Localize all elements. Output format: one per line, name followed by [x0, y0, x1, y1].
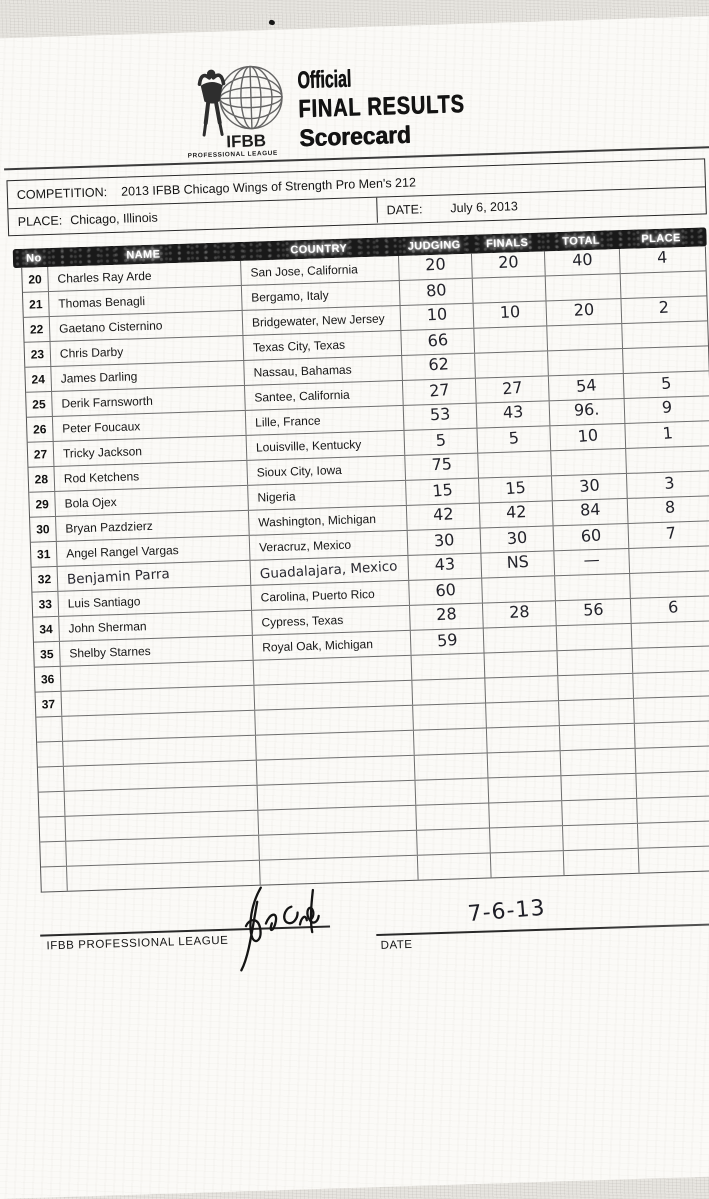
place-cell	[636, 771, 709, 798]
finals-score: 27	[501, 377, 524, 399]
place-cell	[629, 546, 709, 573]
judging-score: 27	[428, 379, 451, 401]
competitor-country-cell	[242, 281, 401, 310]
total-score-cell	[555, 574, 631, 600]
place-cell	[629, 521, 709, 548]
competitor-country: Bergamo, Italy	[251, 288, 329, 305]
header-col-no: No	[25, 251, 42, 265]
competitor-country-cell	[253, 631, 412, 660]
place-cell	[636, 746, 709, 773]
doc-title-line-1: Official	[297, 65, 352, 95]
header-col-finals: FINALS	[485, 236, 529, 250]
competitor-country-cell	[244, 356, 403, 385]
finals-score-cell	[485, 651, 559, 677]
place-cell	[635, 721, 709, 748]
total-score-cell	[547, 324, 623, 350]
place-label: PLACE:	[17, 213, 63, 229]
competitor-country: Santee, California	[254, 387, 350, 405]
finals-score: 43	[502, 402, 524, 422]
competitor-country: Sioux City, Iowa	[256, 462, 343, 480]
competition-value: 2013 IFBB Chicago Wings of Strength Pro Men's 212	[120, 174, 417, 199]
row-number	[39, 817, 66, 842]
header-col-total: TOTAL	[562, 234, 601, 248]
total-score: —	[583, 549, 601, 570]
competitor-name: Thomas Benagli	[58, 294, 146, 311]
row-number	[41, 867, 68, 892]
total-score: 10	[576, 425, 599, 446]
competitor-country-cell	[257, 756, 416, 785]
finals-score: 42	[505, 501, 527, 522]
place-cell	[633, 671, 709, 698]
doc-title-line-3: Scorecard	[298, 121, 412, 153]
competition-label: COMPETITION:	[16, 184, 108, 202]
place-value: Chicago, Illinois	[69, 210, 158, 227]
total-score-cell	[546, 274, 622, 300]
logo-org-text: IFBB	[226, 131, 267, 152]
judging-score: 5	[434, 430, 447, 451]
finals-score-cell	[488, 751, 562, 777]
competitor-name: Gaetano Cisternino	[58, 318, 163, 336]
finals-score: 5	[507, 428, 520, 448]
place-cell	[628, 496, 709, 523]
header-col-judging: JUDGING	[407, 238, 461, 253]
row-number: 23	[25, 342, 52, 367]
competitor-country-cell	[249, 506, 408, 535]
judging-score: 20	[424, 254, 446, 275]
competitor-country-cell	[259, 831, 418, 860]
total-score-cell	[550, 424, 626, 450]
row-number: 32	[32, 567, 59, 592]
total-score-cell	[563, 824, 639, 850]
total-score-cell	[545, 249, 621, 275]
ifbb-globe-logo-icon	[184, 59, 301, 160]
competitor-country-cell	[255, 706, 414, 735]
finals-score-cell	[485, 676, 559, 702]
competitor-name: Benjamin Parra	[66, 566, 171, 588]
finals-score: 15	[504, 477, 527, 499]
place-value: 8	[664, 497, 677, 517]
total-score-cell	[559, 699, 635, 725]
place-cell	[634, 696, 709, 723]
competitor-country: Bridgewater, New Jersey	[251, 311, 385, 330]
total-score: 40	[571, 249, 593, 270]
signature-scribble-icon	[225, 880, 326, 980]
row-number	[38, 767, 65, 792]
total-score: 96.	[573, 399, 601, 420]
competitor-country: Nigeria	[257, 489, 296, 505]
row-number	[39, 792, 66, 817]
finals-score-cell	[474, 301, 548, 327]
judging-score: 10	[426, 304, 448, 325]
competitor-country-cell	[258, 806, 417, 835]
finals-score-cell	[478, 451, 552, 477]
competitor-name: Angel Rangel Vargas	[65, 543, 179, 561]
place-cell	[627, 471, 709, 498]
place-cell	[630, 571, 709, 598]
row-number: 34	[33, 617, 60, 642]
competitor-country: Lille, France	[254, 413, 321, 430]
competitor-country: Veracruz, Mexico	[258, 537, 352, 555]
competitor-country: Texas City, Texas	[252, 337, 346, 355]
place-cell	[625, 396, 709, 423]
competitor-name: Peter Foucaux	[62, 419, 141, 436]
finals-score-cell	[487, 726, 561, 752]
finals-score-cell	[484, 626, 558, 652]
judging-score-cell	[412, 654, 486, 680]
finals-score: 10	[499, 302, 521, 323]
total-score: 30	[578, 475, 601, 496]
total-score-cell	[561, 774, 637, 800]
judging-score-cell	[410, 604, 484, 630]
place-cell	[621, 271, 707, 298]
competitor-country-cell	[256, 731, 415, 760]
finals-score: 28	[508, 601, 530, 622]
row-number: 36	[35, 667, 62, 692]
finals-score: NS	[506, 551, 530, 572]
total-score-cell	[552, 474, 628, 500]
row-number: 22	[24, 317, 51, 342]
row-number: 27	[28, 442, 55, 467]
total-score-cell	[556, 599, 632, 625]
judging-score-cell	[411, 629, 485, 655]
place-cell	[624, 371, 709, 398]
finals-score: 20	[497, 252, 519, 273]
place-value: 1	[662, 423, 675, 444]
judging-score: 80	[425, 280, 448, 301]
total-score-cell	[554, 524, 630, 550]
competitor-country: Washington, Michigan	[258, 511, 377, 530]
finals-score-cell	[474, 326, 548, 352]
competitor-name: Charles Ray Arde	[57, 268, 152, 286]
handwritten-date: 7-6-13	[466, 895, 547, 928]
judging-score: 53	[429, 404, 451, 425]
finals-score-cell	[479, 476, 553, 502]
row-number: 26	[27, 417, 54, 442]
finals-score-cell	[472, 251, 546, 277]
total-score-cell	[550, 399, 626, 425]
judging-score-cell	[405, 429, 479, 455]
judging-score-cell	[408, 529, 482, 555]
judging-score-cell	[416, 803, 490, 829]
competitor-name: Shelby Starnes	[69, 644, 151, 661]
finals-score-cell	[490, 826, 564, 852]
scan-artifact-dot	[268, 19, 275, 26]
judging-score-cell	[399, 254, 473, 280]
competitor-name: Luis Santiago	[67, 594, 141, 611]
header-col-place: PLACE	[641, 231, 681, 245]
competitor-name: James Darling	[60, 369, 138, 386]
header-col-name: NAME	[126, 248, 161, 262]
total-score: 54	[575, 375, 598, 397]
row-number: 33	[32, 592, 59, 617]
doc-title-line-2: FINAL RESULTS	[297, 89, 466, 124]
competitor-country-cell	[248, 481, 407, 510]
finals-score-cell	[477, 401, 551, 427]
place-value: 9	[661, 397, 673, 417]
row-number	[37, 742, 64, 767]
row-number: 24	[25, 367, 52, 392]
finals-score-cell	[476, 376, 550, 402]
row-number: 21	[23, 292, 50, 317]
judging-score: 30	[433, 529, 455, 551]
competitor-country: Cypress, Texas	[261, 612, 344, 630]
competitor-name: Chris Darby	[59, 344, 124, 361]
place-value: 4	[657, 247, 669, 267]
competitor-country-cell	[241, 256, 400, 285]
judging-score-cell	[404, 404, 478, 430]
total-score-cell	[547, 299, 623, 325]
total-score-cell	[564, 849, 640, 875]
competitor-country: Royal Oak, Michigan	[262, 637, 374, 655]
finals-score-cell	[480, 501, 554, 527]
judging-score: 43	[434, 554, 456, 575]
row-number	[36, 717, 63, 742]
judging-score: 66	[426, 330, 449, 351]
competitor-country-cell	[243, 306, 402, 335]
finals-score-cell	[482, 576, 556, 602]
judging-score: 75	[430, 454, 453, 475]
finals-score-cell	[491, 851, 565, 877]
place-cell	[632, 621, 709, 648]
judging-score-cell	[409, 579, 483, 605]
total-score-cell	[557, 624, 633, 650]
judging-score: 42	[432, 504, 454, 525]
place-value: 6	[668, 597, 680, 617]
place-cell	[638, 821, 709, 848]
finals-score-cell	[481, 526, 555, 552]
judging-score-cell	[401, 304, 475, 330]
sheet-content	[0, 16, 709, 1198]
place-cell	[622, 321, 708, 348]
place-value: 7	[665, 523, 678, 543]
logo-suborg-text: PROFESSIONAL LEAGUE	[187, 149, 278, 160]
header-col-country: COUNTRY	[290, 242, 348, 256]
competition-info-box	[6, 158, 706, 236]
competitor-country-cell	[252, 606, 411, 635]
row-number: 20	[22, 267, 49, 292]
judging-score-cell	[413, 703, 487, 729]
results-table-body	[21, 246, 709, 892]
judging-score-cell	[415, 778, 489, 804]
finals-score-cell	[483, 601, 557, 627]
total-score-cell	[549, 374, 625, 400]
place-value: 3	[663, 473, 676, 494]
total-score: 20	[573, 299, 595, 320]
place-cell	[631, 596, 709, 623]
row-number: 29	[29, 492, 56, 517]
date-value: July 6, 2013	[450, 198, 519, 215]
place-cell	[620, 246, 706, 273]
competitor-name: Bryan Pazdzierz	[65, 518, 153, 536]
finals-score-cell	[489, 801, 563, 827]
place-cell	[626, 446, 709, 473]
place-value: 5	[660, 373, 673, 394]
total-score-cell	[548, 349, 624, 375]
footer-date-label: DATE	[380, 938, 413, 952]
competitor-country-cell	[251, 556, 410, 585]
date-label: DATE:	[386, 201, 423, 217]
judging-score-cell	[402, 354, 476, 380]
finals-score-cell	[486, 701, 560, 727]
judging-score: 28	[435, 604, 457, 625]
total-score-cell	[553, 499, 629, 525]
competitor-country-cell	[245, 381, 404, 410]
judging-score-cell	[417, 828, 491, 854]
judging-score: 59	[436, 629, 459, 651]
finals-score-cell	[481, 551, 555, 577]
date-line	[376, 923, 709, 936]
judging-score-cell	[414, 728, 488, 754]
judging-score: 60	[434, 579, 457, 601]
place-cell	[632, 646, 709, 673]
total-score: 84	[579, 499, 601, 520]
row-number	[40, 842, 67, 867]
competitor-country-cell	[243, 331, 402, 360]
judging-score-cell	[406, 479, 480, 505]
total-score-cell	[560, 724, 636, 750]
place-cell	[637, 796, 709, 823]
competitor-name: John Sherman	[68, 619, 147, 636]
league-signature-label: IFBB PROFESSIONAL LEAGUE	[46, 934, 229, 953]
judging-score-cell	[418, 853, 492, 879]
row-number: 37	[36, 692, 63, 717]
total-score-cell	[551, 449, 627, 475]
place-cell	[621, 296, 707, 323]
place-value: 2	[658, 297, 670, 317]
judging-score-cell	[407, 504, 481, 530]
competitor-country: Carolina, Puerto Rico	[260, 586, 375, 605]
finals-score-cell	[473, 276, 547, 302]
judging-score-cell	[400, 279, 474, 305]
competitor-country: Louisville, Kentucky	[255, 437, 362, 455]
row-number: 28	[28, 467, 55, 492]
total-score: 60	[579, 525, 602, 546]
judging-score-cell	[405, 454, 479, 480]
competitor-country: Nassau, Bahamas	[253, 362, 352, 380]
competitor-country-cell	[247, 456, 406, 485]
place-cell	[625, 421, 709, 448]
row-number: 31	[31, 542, 58, 567]
judging-score-cell	[403, 379, 477, 405]
total-score-cell	[557, 649, 633, 675]
competitor-country-cell	[254, 656, 413, 685]
place-cell	[623, 346, 709, 373]
judging-score-cell	[401, 329, 475, 355]
judging-score-cell	[412, 679, 486, 705]
competitor-country-cell	[246, 406, 405, 435]
total-score-cell	[554, 549, 630, 575]
finals-score: 30	[505, 527, 528, 549]
judging-score: 62	[427, 354, 450, 375]
total-score: 56	[582, 599, 604, 620]
judging-score-cell	[415, 753, 489, 779]
judging-score: 15	[431, 479, 454, 501]
judging-score-cell	[408, 554, 482, 580]
finals-score-cell	[477, 426, 551, 452]
row-number: 35	[34, 642, 61, 667]
competitor-country: Guadalajara, Mexico	[259, 558, 398, 583]
place-cell	[639, 846, 709, 873]
competitor-name: Tricky Jackson	[62, 444, 143, 461]
finals-score-cell	[475, 351, 549, 377]
row-number: 30	[30, 517, 57, 542]
competitor-name: Bola Ojex	[64, 494, 117, 511]
row-number: 25	[26, 392, 53, 417]
competitor-country: San Jose, California	[250, 262, 359, 280]
finals-score-cell	[488, 776, 562, 802]
competitor-country-cell	[247, 431, 406, 460]
competitor-name: Rod Ketchens	[63, 469, 140, 486]
total-score-cell	[558, 674, 634, 700]
competitor-name: Derik Farnsworth	[61, 393, 154, 411]
total-score-cell	[561, 749, 637, 775]
competitor-country-cell	[258, 781, 417, 810]
competitor-country-cell	[254, 681, 413, 710]
total-score-cell	[562, 799, 638, 825]
paper-sheet	[0, 13, 709, 1199]
